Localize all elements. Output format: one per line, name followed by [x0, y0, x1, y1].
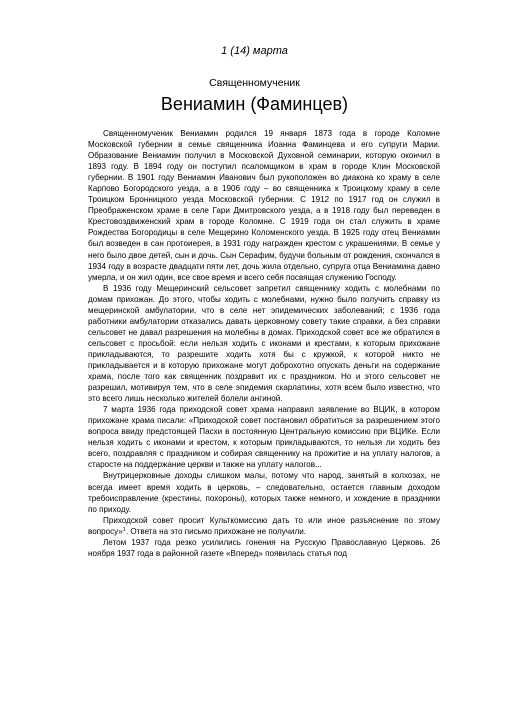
paragraph-ban-1936: В 1936 году Мещеринский сельсовет запретил священнику ходить с молебнами по домам прихожан. До этого, чтобы ходить с молебнами, нужно было получить справку из мещеринской амбулатории, что в селе нет эпидемических заболеваний; с 1936 года работники амбулатории отказались давать церковному совету такие справки, а без справки сельсовет не давал разрешения на молебны в домах. Приходской совет все же обратился в сельсовет с просьбой: если нельзя ходить с иконами и крестами, к которым прихожане прикладываются, то разрешите ходить хотя бы с кружкой, к которой никто не прикладывается и в которую прихожане могут доброхотно опускать деньги на содержание храма, после того как священник поздравит их с праздником. Но и этого сельсовет не разрешил, мотивируя тем, что в селе эпидемия скарлатины, хотя всем было известно, что это всего лишь несколько жителей болели ангиной.	[88, 283, 440, 404]
request-tail: . Ответа на это письмо прихожане не получили.	[125, 526, 307, 536]
paragraph-petition: 7 марта 1936 года приходской совет храма направил заявление во ВЦИК, в котором прихожане храма писали: «Приходской совет постановил обратиться за разрешением этого вопроса ввиду предстоящей Пасхи в постоянную Центральную комиссию при ВЦИКе. Если нельзя ходить с иконами и крестом, к которым прикладываются, то нельзя ли ходить без всего, поздравляя с праздником и собирая священнику на прожитие и на уплату налогов, а старосте на поддержание церкви и также на уплату налогов...	[88, 405, 440, 470]
paragraph-persecution-1937: Летом 1937 года резко усилились гонения на Русскую Православную Церковь. 26 ноября 1937 года в районной газете «Вперед» появилась статья под	[88, 537, 440, 558]
feast-date: 1 (14) марта	[221, 45, 288, 57]
document-body	[88, 128, 440, 559]
paragraph-request	[88, 515, 440, 537]
page-title: Вениамин (Фаминцев)	[160, 94, 349, 114]
saint-rank: Священномученик	[209, 77, 300, 89]
paragraph-income: Внутрицерковные доходы слишком малы, потому что народ, занятый в колхозах, не всегда имеет время ходить в церковь, – следовательно, остается главным доходом требоисправление (крестины, похороны), которых также немного, и хождение в праздники по приходу.	[88, 471, 440, 514]
footnote-ref[interactable]: 1	[122, 526, 126, 533]
paragraph-biography: Священномученик Вениамин родился 19 января 1873 года в городе Коломне Московской губернии в семье священника Иоанна Фаминцева и его супруги Марии. Образование Вениамин получил в Московской Духовной семинарии, которую окончил в 1893 году. В 1894 году он поступил псаломщиком в храм в городе Клин Московской губернии. В 1901 году Вениамин Иванович был рукоположен во диакона ко храму в селе Карпово Богородского уезда, а в 1906 году – во священника к Троицкому храму в селе Троицком Бронницкого уезда Московской губернии. С 1912 по 1917 год он служил в Преображенском храме в селе Гари Дмитровского уезда, а в 1918 году был переведен в Крестовоздвиженский храм в городе Коломне. С 1919 года он стал служить в храме Рождества Богородицы в селе Мещерино Коломенского уезда. В 1925 году отец Вениамин был возведен в сан протоиерея, в 1931 году награжден крестом с украшениями. В семье у него было двое детей, сын и дочь. Сын Серафим, будучи больным от рождения, скончался в 1934 году в возрасте двадцати пяти лет, дочь жила отдельно, супруга отца Вениамина давно умерла, и он жил один, все свое время и всего себя посвящая служению Господу.	[88, 129, 440, 282]
request-text: Приходской совет просит Культкомиссию дать то или иное разъяснение по этому вопросу»	[88, 515, 440, 536]
